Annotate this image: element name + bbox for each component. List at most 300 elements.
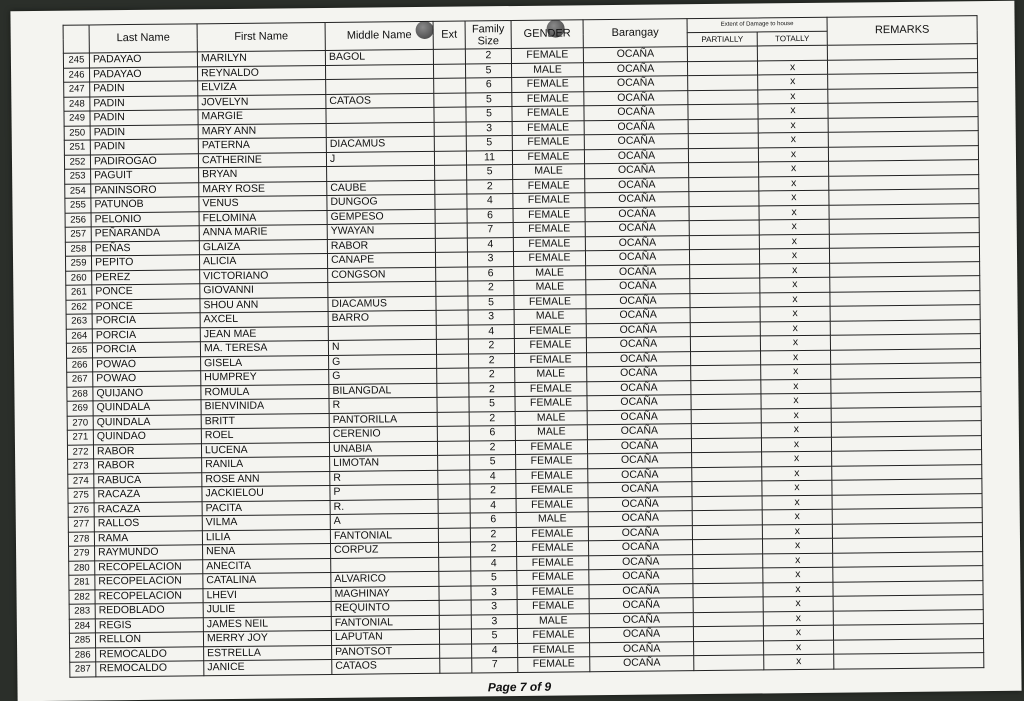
partially-damaged-cell <box>693 568 763 583</box>
middle-name-cell: G <box>329 354 437 370</box>
row-number-cell: 260 <box>66 270 92 285</box>
name-extension-cell <box>438 484 470 499</box>
name-extension-cell <box>438 498 470 513</box>
remarks-cell <box>829 189 979 205</box>
remarks-cell <box>830 290 980 306</box>
family-size-cell: 2 <box>470 484 516 499</box>
partially-damaged-cell <box>689 220 759 235</box>
gender-cell: FEMALE <box>515 439 587 454</box>
last-name-cell: QUINDAO <box>93 429 201 445</box>
last-name-cell: PEREZ <box>92 269 200 285</box>
row-number-cell: 281 <box>69 575 95 590</box>
family-size-cell: 5 <box>466 136 512 151</box>
barangay-cell: OCAÑA <box>587 395 691 411</box>
row-number-cell: 255 <box>65 198 91 213</box>
first-name-cell: BIENVINIDA <box>201 398 329 414</box>
row-number-cell: 256 <box>65 212 91 227</box>
first-name-cell: JACKIELOU <box>202 485 330 501</box>
last-name-cell: RACAZA <box>94 501 202 517</box>
barangay-cell: OCAÑA <box>590 656 694 672</box>
middle-name-cell: LAPUTAN <box>331 629 439 645</box>
name-extension-cell <box>437 397 469 412</box>
partially-damaged-cell <box>692 524 762 539</box>
last-name-cell: RECOPELACION <box>95 559 203 575</box>
gender-cell: FEMALE <box>517 599 589 614</box>
first-name-cell: JANICE <box>204 659 332 675</box>
name-extension-cell <box>439 556 471 571</box>
name-extension-cell <box>436 310 468 325</box>
partially-damaged-cell <box>690 292 760 307</box>
row-number-cell: 249 <box>64 111 90 126</box>
totally-damaged-cell: x <box>760 277 830 292</box>
row-number-cell: 263 <box>66 314 92 329</box>
middle-name-cell: CATAOS <box>332 658 440 674</box>
row-number-cell: 259 <box>65 256 91 271</box>
gender-cell: FEMALE <box>513 193 585 208</box>
partially-damaged-cell <box>693 582 763 597</box>
name-extension-cell <box>439 571 471 586</box>
gender-cell: FEMALE <box>513 207 585 222</box>
gender-cell: FEMALE <box>512 91 584 106</box>
gender-cell: MALE <box>513 164 585 179</box>
last-name-cell: PAGUIT <box>91 168 199 184</box>
barangay-cell: OCAÑA <box>586 293 690 309</box>
family-size-cell: 5 <box>469 397 515 412</box>
gender-cell: MALE <box>515 367 587 382</box>
table-body <box>63 44 983 677</box>
middle-name-cell: DIACAMUS <box>328 296 436 312</box>
last-name-cell: PANINSORO <box>91 182 199 198</box>
remarks-cell <box>832 493 982 509</box>
totally-damaged-cell: x <box>759 190 829 205</box>
remarks-cell <box>828 145 978 161</box>
first-name-cell: ANECITA <box>203 558 331 574</box>
barangay-cell: OCAÑA <box>584 134 688 150</box>
gender-cell: FEMALE <box>518 642 590 657</box>
name-extension-cell <box>439 614 471 629</box>
first-name-cell: ROMULA <box>201 384 329 400</box>
remarks-cell <box>829 232 979 248</box>
name-extension-cell <box>435 180 467 195</box>
partially-damaged-cell <box>691 394 761 409</box>
last-name-cell: PADIN <box>90 139 198 155</box>
totally-damaged-cell: x <box>763 596 833 611</box>
partially-damaged-cell <box>689 162 759 177</box>
first-name-cell: NENA <box>203 543 331 559</box>
last-name-cell: REMOCALDO <box>96 646 204 662</box>
partially-damaged-cell <box>692 510 762 525</box>
barangay-cell: OCAÑA <box>588 540 692 556</box>
gender-cell: FEMALE <box>511 48 583 63</box>
barangay-cell: OCAÑA <box>589 612 693 628</box>
row-number-cell: 264 <box>66 328 92 343</box>
totally-damaged-cell: x <box>763 553 833 568</box>
barangay-cell: OCAÑA <box>586 264 690 280</box>
middle-name-cell <box>331 557 439 573</box>
barangay-cell: OCAÑA <box>586 308 690 324</box>
gender-cell: FEMALE <box>517 570 589 585</box>
partially-damaged-cell <box>688 118 758 133</box>
row-number-cell: 272 <box>67 444 93 459</box>
name-extension-cell <box>437 382 469 397</box>
barangay-cell: OCAÑA <box>584 148 688 164</box>
last-name-cell: RAMA <box>94 530 202 546</box>
gender-cell: FEMALE <box>517 584 589 599</box>
middle-name-cell <box>327 165 435 181</box>
partially-damaged-cell <box>689 205 759 220</box>
partially-damaged-cell <box>693 553 763 568</box>
row-number-cell: 248 <box>64 96 90 111</box>
first-name-cell: AXCEL <box>200 311 328 327</box>
last-name-cell: PONCE <box>92 284 200 300</box>
middle-name-cell <box>326 122 434 138</box>
barangay-cell: OCAÑA <box>588 482 692 498</box>
remarks-cell <box>832 508 982 524</box>
remarks-cell <box>829 203 979 219</box>
family-size-cell: 4 <box>467 237 513 252</box>
name-extension-cell <box>433 49 465 64</box>
row-number-cell: 252 <box>64 154 90 169</box>
beneficiary-table <box>63 15 985 677</box>
gender-cell: FEMALE <box>512 106 584 121</box>
name-extension-cell <box>437 426 469 441</box>
totally-damaged-cell: x <box>759 234 829 249</box>
name-extension-cell <box>436 281 468 296</box>
name-extension-cell <box>439 600 471 615</box>
row-number-cell: 276 <box>68 502 94 517</box>
family-size-cell: 7 <box>472 657 518 672</box>
family-size-cell: 3 <box>466 121 512 136</box>
totally-damaged-cell: x <box>759 161 829 176</box>
row-number-cell: 267 <box>67 372 93 387</box>
family-size-cell: 4 <box>467 194 513 209</box>
row-number-cell: 271 <box>67 430 93 445</box>
partially-damaged-cell <box>691 365 761 380</box>
first-name-cell: PACITA <box>202 500 330 516</box>
name-extension-cell <box>438 455 470 470</box>
first-name-cell: JEAN MAE <box>200 326 328 342</box>
first-name-cell: GLAIZA <box>199 239 327 255</box>
last-name-cell: PELONIO <box>91 211 199 227</box>
remarks-cell <box>830 334 980 350</box>
totally-damaged-cell: x <box>758 118 828 133</box>
remarks-cell <box>834 638 984 654</box>
remarks-cell <box>828 116 978 132</box>
last-name-cell: REDOBLADO <box>95 603 203 619</box>
partially-damaged-cell <box>690 278 760 293</box>
gender-cell: MALE <box>514 265 586 280</box>
totally-damaged-cell: x <box>762 495 832 510</box>
barangay-cell: OCAÑA <box>589 598 693 614</box>
first-name-cell: MARY ROSE <box>199 181 327 197</box>
totally-damaged-cell: x <box>764 640 834 655</box>
last-name-cell: REGIS <box>95 617 203 633</box>
last-name-cell: RALLOS <box>94 516 202 532</box>
middle-name-cell: DUNGOG <box>327 194 435 210</box>
first-name-cell: VILMA <box>202 514 330 530</box>
partially-damaged-cell <box>691 408 761 423</box>
family-size-cell: 2 <box>468 339 514 354</box>
row-number-cell: 265 <box>66 343 92 358</box>
totally-damaged-cell: x <box>762 480 832 495</box>
row-number-cell: 253 <box>65 169 91 184</box>
first-name-cell: VICTORIANO <box>200 268 328 284</box>
row-number-cell: 278 <box>68 531 94 546</box>
gender-cell: FEMALE <box>515 396 587 411</box>
family-size-cell: 5 <box>468 295 514 310</box>
partially-damaged-cell <box>691 350 761 365</box>
barangay-cell: OCAÑA <box>585 192 689 208</box>
totally-damaged-cell: x <box>758 147 828 162</box>
name-extension-cell <box>434 93 466 108</box>
middle-name-cell: PANTORILLA <box>329 412 437 428</box>
remarks-cell <box>830 276 980 292</box>
totally-damaged-cell: x <box>758 132 828 147</box>
middle-name-cell: R <box>329 397 437 413</box>
remarks-cell <box>827 44 977 60</box>
gender-cell: FEMALE <box>513 178 585 193</box>
partially-damaged-cell <box>690 321 760 336</box>
name-extension-cell <box>440 643 472 658</box>
partially-damaged-cell <box>689 176 759 191</box>
name-extension-cell <box>437 353 469 368</box>
row-number-cell: 284 <box>69 618 95 633</box>
last-name-cell: PEPITO <box>91 255 199 271</box>
name-extension-cell <box>438 469 470 484</box>
gender-cell: FEMALE <box>512 120 584 135</box>
gender-cell: FEMALE <box>513 222 585 237</box>
row-number-cell: 283 <box>69 604 95 619</box>
totally-damaged-cell: x <box>762 451 832 466</box>
totally-damaged-cell: x <box>762 524 832 539</box>
gender-cell: MALE <box>511 62 583 77</box>
first-name-cell: ESTRELLA <box>204 645 332 661</box>
totally-damaged-cell: x <box>761 422 831 437</box>
last-name-cell: QUINDALA <box>93 400 201 416</box>
totally-damaged-cell: x <box>764 654 834 669</box>
totally-damaged-cell: x <box>760 321 830 336</box>
family-size-header: Family Size <box>465 21 511 49</box>
name-extension-cell <box>434 78 466 93</box>
name-extension-cell <box>434 136 466 151</box>
barangay-cell: OCAÑA <box>583 47 687 63</box>
row-number-cell: 251 <box>64 140 90 155</box>
partially-damaged-cell <box>693 611 763 626</box>
middle-name-cell: N <box>328 339 436 355</box>
gender-cell: FEMALE <box>514 294 586 309</box>
last-name-cell: PATUNOB <box>91 197 199 213</box>
barangay-cell: OCAÑA <box>585 206 689 222</box>
first-name-cell: LILIA <box>202 529 330 545</box>
name-extension-cell <box>436 324 468 339</box>
remarks-cell <box>831 377 981 393</box>
first-name-cell: MARY ANN <box>198 123 326 139</box>
middle-name-cell: LIMOTAN <box>330 455 438 471</box>
barangay-cell: OCAÑA <box>590 641 694 657</box>
first-name-cell: RANILA <box>202 456 330 472</box>
first-name-cell: SHOU ANN <box>200 297 328 313</box>
totally-damaged-cell: x <box>760 263 830 278</box>
last-name-cell: RABOR <box>94 458 202 474</box>
partially-damaged-cell <box>694 640 764 655</box>
middle-name-cell: ALVARICO <box>331 571 439 587</box>
middle-name-cell: A <box>330 513 438 529</box>
last-name-cell: RELLON <box>95 632 203 648</box>
name-extension-cell <box>439 585 471 600</box>
row-number-cell: 257 <box>65 227 91 242</box>
family-size-cell: 5 <box>466 107 512 122</box>
middle-name-cell: P <box>330 484 438 500</box>
totally-header: TOTALLY <box>757 31 827 46</box>
totally-damaged-cell: x <box>761 379 831 394</box>
family-size-cell: 2 <box>469 353 515 368</box>
middle-name-cell: GEMPESO <box>327 209 435 225</box>
first-name-cell: MERRY JOY <box>203 630 331 646</box>
barangay-cell: OCAÑA <box>588 453 692 469</box>
totally-damaged-cell: x <box>758 89 828 104</box>
family-size-cell: 2 <box>465 49 511 64</box>
partially-damaged-cell <box>690 307 760 322</box>
middle-name-cell <box>326 78 434 94</box>
partially-damaged-cell <box>692 539 762 554</box>
gender-cell: FEMALE <box>514 323 586 338</box>
family-size-cell: 3 <box>467 252 513 267</box>
gender-cell: MALE <box>517 613 589 628</box>
row-number-cell: 279 <box>69 546 95 561</box>
barangay-cell: OCAÑA <box>588 511 692 527</box>
middle-name-cell: R. <box>330 499 438 515</box>
gender-cell: FEMALE <box>516 483 588 498</box>
barangay-cell: OCAÑA <box>584 76 688 92</box>
barangay-cell: OCAÑA <box>583 61 687 77</box>
partially-damaged-cell <box>692 481 762 496</box>
name-extension-cell <box>440 658 472 673</box>
middle-name-cell: CAUBE <box>327 180 435 196</box>
partially-damaged-cell <box>688 133 758 148</box>
last-name-cell: PADIN <box>90 110 198 126</box>
partially-header: PARTIALLY <box>687 32 757 47</box>
partially-damaged-cell <box>691 423 761 438</box>
remarks-cell <box>831 421 981 437</box>
family-size-cell: 4 <box>472 643 518 658</box>
family-size-cell: 6 <box>469 426 515 441</box>
barangay-cell: OCAÑA <box>584 105 688 121</box>
extent-of-damage-header: Extent of Damage to house <box>687 17 827 32</box>
row-number-cell: 287 <box>70 662 96 677</box>
remarks-cell <box>828 102 978 118</box>
gender-cell: FEMALE <box>516 454 588 469</box>
middle-name-cell: BILANGDAL <box>329 383 437 399</box>
last-name-cell: POWAO <box>93 356 201 372</box>
middle-name-cell <box>328 281 436 297</box>
middle-name-cell: CANAPE <box>327 252 435 268</box>
first-name-cell: FELOMINA <box>199 210 327 226</box>
totally-damaged-cell: x <box>761 393 831 408</box>
last-name-cell: RABUCA <box>94 472 202 488</box>
partially-damaged-cell <box>689 249 759 264</box>
row-number-cell: 270 <box>67 415 93 430</box>
totally-damaged-cell: x <box>763 611 833 626</box>
middle-name-cell: CONGSON <box>328 267 436 283</box>
barangay-cell: OCAÑA <box>589 554 693 570</box>
remarks-cell <box>830 319 980 335</box>
family-size-cell: 6 <box>466 78 512 93</box>
remarks-cell <box>833 595 983 611</box>
family-size-cell: 5 <box>471 629 517 644</box>
family-size-cell: 2 <box>467 179 513 194</box>
family-size-cell: 3 <box>471 600 517 615</box>
first-name-cell: ELVIZA <box>198 79 326 95</box>
middle-name-cell <box>325 64 433 80</box>
family-size-cell: 5 <box>466 92 512 107</box>
remarks-cell <box>832 537 982 553</box>
gender-cell: FEMALE <box>513 236 585 251</box>
family-size-cell: 4 <box>470 469 516 484</box>
partially-damaged-cell <box>687 46 757 61</box>
barangay-cell: OCAÑA <box>587 424 691 440</box>
barangay-cell: OCAÑA <box>589 583 693 599</box>
row-number-cell: 247 <box>64 82 90 97</box>
remarks-cell <box>831 348 981 364</box>
row-number-cell: 258 <box>65 241 91 256</box>
name-extension-cell <box>435 194 467 209</box>
middle-name-cell: MAGHINAY <box>331 586 439 602</box>
totally-damaged-cell: x <box>757 60 827 75</box>
totally-damaged-cell: x <box>763 567 833 582</box>
last-name-cell: PADAYAO <box>90 66 198 82</box>
remarks-cell <box>834 653 984 669</box>
middle-name-cell: REQUINTO <box>331 600 439 616</box>
gender-cell: FEMALE <box>514 338 586 353</box>
totally-damaged-cell: x <box>761 408 831 423</box>
partially-damaged-cell <box>693 597 763 612</box>
gender-header: GENDER <box>511 20 583 49</box>
remarks-cell <box>832 450 982 466</box>
name-extension-cell <box>435 223 467 238</box>
totally-damaged-cell: x <box>758 103 828 118</box>
first-name-cell: MARILYN <box>197 50 325 66</box>
first-name-cell: GISELA <box>201 355 329 371</box>
middle-name-cell <box>326 107 434 123</box>
last-name-cell: REMOCALDO <box>96 661 204 677</box>
family-size-cell: 4 <box>470 498 516 513</box>
last-name-cell: RACAZA <box>94 487 202 503</box>
row-number-cell: 245 <box>63 53 89 68</box>
family-size-cell: 4 <box>471 556 517 571</box>
partially-damaged-cell <box>688 89 758 104</box>
gender-cell: FEMALE <box>512 149 584 164</box>
name-extension-cell <box>435 165 467 180</box>
middle-name-cell: FANTONIAL <box>330 528 438 544</box>
totally-damaged-cell: x <box>759 176 829 191</box>
gender-cell: FEMALE <box>516 468 588 483</box>
name-extension-cell <box>435 209 467 224</box>
middle-name-cell: CATAOS <box>326 93 434 109</box>
middle-name-cell: BARRO <box>328 310 436 326</box>
name-extension-cell <box>435 238 467 253</box>
gender-cell: FEMALE <box>517 555 589 570</box>
partially-damaged-cell <box>694 655 764 670</box>
gender-cell: FEMALE <box>512 77 584 92</box>
partially-damaged-cell <box>692 466 762 481</box>
row-number-cell: 286 <box>70 647 96 662</box>
totally-damaged-cell: x <box>761 437 831 452</box>
gender-cell: FEMALE <box>515 381 587 396</box>
partially-damaged-cell <box>691 379 761 394</box>
gender-cell: MALE <box>515 410 587 425</box>
row-number-cell: 254 <box>65 183 91 198</box>
last-name-cell: RAYMUNDO <box>95 545 203 561</box>
